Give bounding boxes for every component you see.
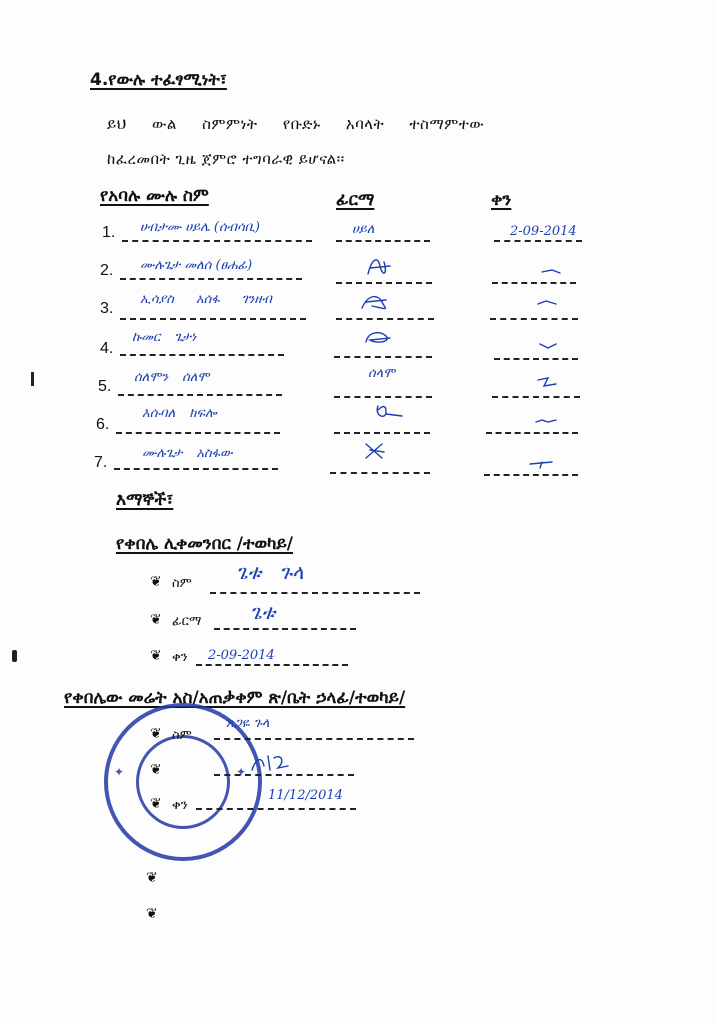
land-office-title: የቀበሌው መሬት አስ/አጠቃቀም ጽ/ቤት ኃላፊ/ተወካይ/ bbox=[64, 688, 406, 708]
date-line bbox=[484, 474, 578, 476]
signature-line bbox=[336, 240, 430, 242]
date-line bbox=[494, 240, 582, 242]
signature-mark bbox=[362, 440, 388, 462]
paragraph-line-2: ከፈረመበት ጊዜ ጀምሮ ተግባራዊ ይሆናል፡፡ bbox=[107, 150, 345, 168]
member-name: ሀብታሙ ሀይሌ (ሰብሳቢ) bbox=[140, 220, 260, 235]
witness-date-value: 2-09-2014 bbox=[208, 648, 275, 663]
name-line bbox=[118, 394, 282, 396]
date-mark bbox=[528, 460, 554, 470]
date-line bbox=[492, 282, 576, 284]
signature-line bbox=[336, 318, 434, 320]
scan-edge-mark bbox=[31, 372, 34, 386]
name-line bbox=[122, 240, 312, 242]
witnesses-title: እማኞች፣ bbox=[116, 490, 174, 510]
row-number: 7. bbox=[94, 454, 108, 471]
signature-line bbox=[334, 356, 432, 358]
date-mark bbox=[536, 376, 558, 388]
date-mark bbox=[540, 266, 562, 276]
witness-signature-line bbox=[214, 628, 356, 630]
leaf-bullet-icon: ❦ bbox=[150, 648, 162, 664]
land-office-date-label: ቀን bbox=[172, 798, 188, 813]
witness-signature-label: ፊርማ bbox=[172, 614, 202, 629]
leaf-bullet-icon: ❦ bbox=[146, 906, 158, 922]
leaf-bullet-icon: ❦ bbox=[150, 726, 162, 742]
date-line bbox=[486, 432, 578, 434]
land-office-name-value: ጸጋዬ ጉላ bbox=[226, 716, 270, 731]
leaf-bullet-icon: ❦ bbox=[150, 796, 162, 812]
row-number: 4. bbox=[100, 340, 114, 357]
signature-mark bbox=[362, 328, 394, 348]
member-name: ኢሳያስ አሰፋ ገንዘብ bbox=[140, 292, 272, 307]
seal-inner-ring bbox=[136, 735, 230, 829]
member-signature: ሀይለ bbox=[352, 222, 375, 237]
witness-name-line bbox=[210, 592, 420, 594]
member-name: ሰለሞን ሰለሞ bbox=[134, 370, 210, 385]
land-office-date-value: 11/12/2014 bbox=[268, 788, 343, 803]
date-mark bbox=[536, 298, 558, 308]
signature-line bbox=[336, 282, 432, 284]
name-line bbox=[114, 468, 278, 470]
witness-name-value: ጌቱ ጉላ bbox=[236, 560, 304, 584]
row-number: 5. bbox=[98, 378, 112, 395]
land-office-date-line bbox=[196, 808, 356, 810]
name-line bbox=[120, 278, 302, 280]
row-number: 3. bbox=[100, 300, 114, 317]
name-line bbox=[120, 354, 284, 356]
scan-edge-mark bbox=[12, 650, 17, 662]
witness-date-line bbox=[196, 664, 348, 666]
column-header-signature: ፊርማ bbox=[336, 190, 375, 210]
date-line bbox=[492, 396, 580, 398]
column-header-name: የአባሉ ሙሉ ስም bbox=[100, 186, 209, 206]
signature-mark bbox=[372, 402, 406, 424]
leaf-bullet-icon: ❦ bbox=[146, 870, 158, 886]
section-title: 4.የውሉ ተፈፃሚነት፣ bbox=[90, 70, 227, 90]
leaf-bullet-icon: ❦ bbox=[150, 762, 162, 778]
signature-line bbox=[330, 472, 430, 474]
signature-line bbox=[334, 432, 430, 434]
signature-line bbox=[334, 396, 432, 398]
leaf-bullet-icon: ❦ bbox=[150, 574, 162, 590]
member-name: ሙሉጌታ አስፋው bbox=[142, 446, 233, 461]
witness-date-label: ቀን bbox=[172, 650, 188, 665]
signature-mark bbox=[364, 254, 394, 280]
seal-star-icon: ✦ bbox=[236, 765, 247, 779]
paragraph-line-1: ይህ ውል ስምምነት የቡድኑ አባላት ተስማምተው bbox=[107, 115, 485, 133]
seal-star-icon: ✦ bbox=[114, 765, 125, 779]
member-date: 2-09-2014 bbox=[510, 224, 577, 239]
row-number: 1. bbox=[102, 224, 116, 241]
receiver-title: የቀበሌ ሊቀመንበር /ተወካይ/ bbox=[116, 534, 294, 554]
witness-name-label: ስም bbox=[172, 576, 192, 591]
row-number: 6. bbox=[96, 416, 110, 433]
member-signature: ሰላሞ bbox=[368, 366, 396, 381]
column-header-date: ቀን bbox=[491, 190, 512, 210]
land-office-signature-mark bbox=[248, 752, 292, 774]
date-mark bbox=[538, 340, 558, 350]
signature-mark bbox=[358, 292, 394, 314]
row-number: 2. bbox=[100, 262, 114, 279]
leaf-bullet-icon: ❦ bbox=[150, 612, 162, 628]
date-line bbox=[490, 318, 578, 320]
member-name: ሙሉጌታ መለሰ (ፀሐፊ) bbox=[140, 258, 253, 273]
land-office-signature-line bbox=[214, 774, 354, 776]
date-line bbox=[494, 358, 578, 360]
name-line bbox=[116, 432, 280, 434]
land-office-name-label: ስም bbox=[172, 728, 192, 743]
member-name: እሱባለ ክፍሎ bbox=[142, 406, 217, 421]
member-name: ኩመር ጌታነ bbox=[132, 330, 197, 345]
name-line bbox=[120, 318, 306, 320]
land-office-name-line bbox=[214, 738, 414, 740]
date-mark bbox=[534, 416, 558, 426]
witness-signature-value: ጌቱ bbox=[250, 600, 276, 624]
